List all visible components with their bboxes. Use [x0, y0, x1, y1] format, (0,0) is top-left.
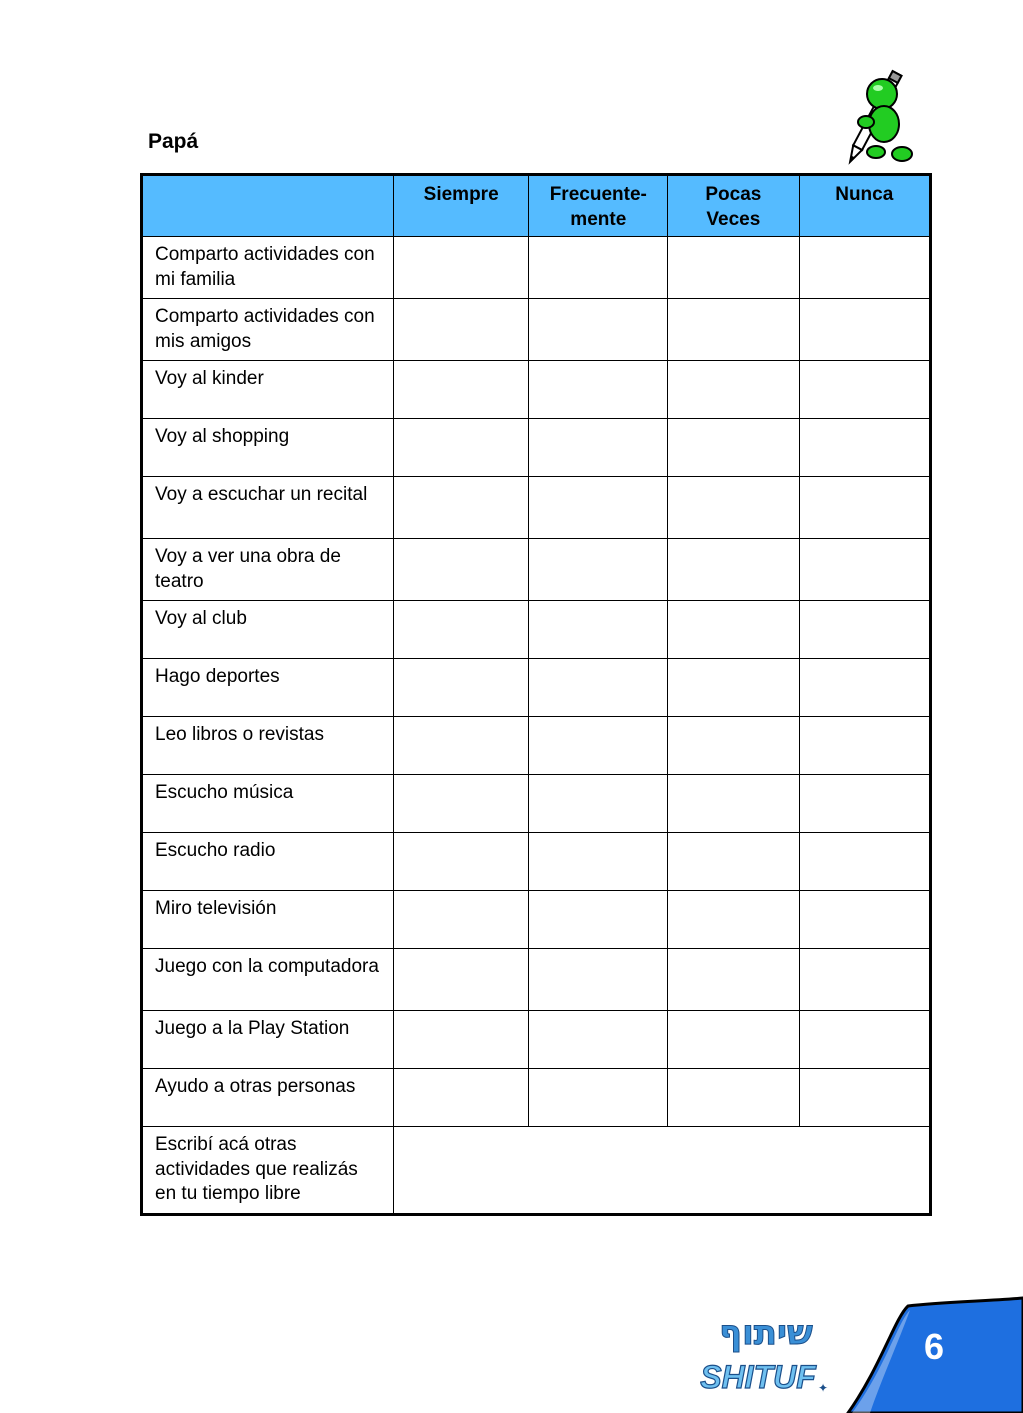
answer-cell-nunca[interactable]: [799, 539, 930, 601]
table-row: [142, 299, 931, 361]
table-row: [142, 717, 931, 775]
answer-cell-siempre[interactable]: [393, 539, 529, 601]
answer-cell-siempre[interactable]: [393, 299, 529, 361]
answer-cell-pocas-veces[interactable]: [668, 539, 799, 601]
logo-latin-text: SHITUF: [700, 1359, 816, 1395]
page-number: 6: [923, 1326, 945, 1367]
answer-cell-siempre[interactable]: [393, 601, 529, 659]
answer-cell-frecuentemente[interactable]: [529, 891, 668, 949]
answer-cell-nunca[interactable]: [799, 601, 930, 659]
answer-cell-siempre[interactable]: [393, 659, 529, 717]
answer-cell-siempre[interactable]: [393, 1011, 529, 1069]
answer-cell-siempre[interactable]: [393, 419, 529, 477]
answer-cell-nunca[interactable]: [799, 1011, 930, 1069]
activity-label: Voy a ver una obra de teatro: [142, 539, 394, 601]
answer-cell-pocas-veces[interactable]: [668, 891, 799, 949]
green-figure-with-pencil-icon: [832, 64, 916, 174]
answer-cell-nunca[interactable]: [799, 717, 930, 775]
free-text-answer-cell[interactable]: [393, 1127, 930, 1215]
table-row: [142, 237, 931, 299]
activity-label: Ayudo a otras personas: [142, 1069, 394, 1127]
activity-frequency-table: [140, 173, 932, 1216]
answer-cell-pocas-veces[interactable]: [668, 601, 799, 659]
answer-cell-pocas-veces[interactable]: [668, 419, 799, 477]
activity-label: Escucho música: [142, 775, 394, 833]
answer-cell-nunca[interactable]: [799, 775, 930, 833]
answer-cell-nunca[interactable]: [799, 949, 930, 1011]
answer-cell-siempre[interactable]: [393, 361, 529, 419]
activity-label: Voy al shopping: [142, 419, 394, 477]
answer-cell-frecuentemente[interactable]: [529, 833, 668, 891]
table-row: [142, 1011, 931, 1069]
answer-cell-pocas-veces[interactable]: [668, 833, 799, 891]
answer-cell-frecuentemente[interactable]: [529, 237, 668, 299]
table-row-free-text: [142, 1127, 931, 1215]
header-row: [142, 175, 931, 237]
header-cell-siempre: Siempre: [393, 175, 529, 237]
table-row: [142, 833, 931, 891]
answer-cell-frecuentemente[interactable]: [529, 361, 668, 419]
answer-cell-siempre[interactable]: [393, 775, 529, 833]
answer-cell-pocas-veces[interactable]: [668, 1011, 799, 1069]
answer-cell-nunca[interactable]: [799, 659, 930, 717]
answer-cell-siempre[interactable]: [393, 1069, 529, 1127]
answer-cell-siempre[interactable]: [393, 949, 529, 1011]
activity-label: Juego con la computadora: [142, 949, 394, 1011]
table-row: [142, 477, 931, 539]
header-cell-nunca: Nunca: [799, 175, 930, 237]
table-row: [142, 775, 931, 833]
answer-cell-nunca[interactable]: [799, 477, 930, 539]
activity-label: Juego a la Play Station: [142, 1011, 394, 1069]
answer-cell-frecuentemente[interactable]: [529, 775, 668, 833]
activity-label: Voy al club: [142, 601, 394, 659]
answer-cell-pocas-veces[interactable]: [668, 361, 799, 419]
answer-cell-frecuentemente[interactable]: [529, 949, 668, 1011]
answer-cell-pocas-veces[interactable]: [668, 237, 799, 299]
answer-cell-nunca[interactable]: [799, 891, 930, 949]
answer-cell-nunca[interactable]: [799, 237, 930, 299]
answer-cell-nunca[interactable]: [799, 419, 930, 477]
answer-cell-pocas-veces[interactable]: [668, 299, 799, 361]
answer-cell-pocas-veces[interactable]: [668, 477, 799, 539]
table-row: [142, 659, 931, 717]
header-cell-pocas-veces: Pocas Veces: [668, 175, 799, 237]
free-text-label: Escribí acá otras actividades que realizás en tu tiempo libre: [142, 1127, 394, 1215]
table-row: [142, 891, 931, 949]
answer-cell-frecuentemente[interactable]: [529, 539, 668, 601]
answer-cell-siempre[interactable]: [393, 717, 529, 775]
table-row: [142, 539, 931, 601]
table-row: [142, 949, 931, 1011]
answer-cell-frecuentemente[interactable]: [529, 477, 668, 539]
answer-cell-pocas-veces[interactable]: [668, 1069, 799, 1127]
header-cell-activity: [142, 175, 394, 237]
answer-cell-pocas-veces[interactable]: [668, 949, 799, 1011]
answer-cell-nunca[interactable]: [799, 361, 930, 419]
answer-cell-frecuentemente[interactable]: [529, 1069, 668, 1127]
activity-label: Voy a escuchar un recital: [142, 477, 394, 539]
answer-cell-siempre[interactable]: [393, 833, 529, 891]
shituf-logo: [700, 1308, 829, 1396]
answer-cell-pocas-veces[interactable]: [668, 775, 799, 833]
answer-cell-frecuentemente[interactable]: [529, 299, 668, 361]
table-row: [142, 361, 931, 419]
activity-label: Comparto actividades con mis amigos: [142, 299, 394, 361]
logo-hebrew-text: שיתוף: [719, 1313, 813, 1353]
answer-cell-siempre[interactable]: [393, 891, 529, 949]
answer-cell-nunca[interactable]: [799, 833, 930, 891]
answer-cell-frecuentemente[interactable]: [529, 601, 668, 659]
header-cell-frecuentemente: Frecuente- mente: [529, 175, 668, 237]
answer-cell-pocas-veces[interactable]: [668, 717, 799, 775]
page-title: Papá: [148, 130, 199, 153]
logo-star-icon: ✦: [818, 1381, 829, 1395]
table-row: [142, 601, 931, 659]
answer-cell-frecuentemente[interactable]: [529, 717, 668, 775]
activity-label: Escucho radio: [142, 833, 394, 891]
answer-cell-siempre[interactable]: [393, 477, 529, 539]
answer-cell-frecuentemente[interactable]: [529, 1011, 668, 1069]
table-row: [142, 419, 931, 477]
answer-cell-pocas-veces[interactable]: [668, 659, 799, 717]
table-row: [142, 1069, 931, 1127]
activity-label: Hago deportes: [142, 659, 394, 717]
answer-cell-frecuentemente[interactable]: [529, 659, 668, 717]
activity-label: Miro televisión: [142, 891, 394, 949]
answer-cell-nunca[interactable]: [799, 1069, 930, 1127]
activity-label: Comparto actividades con mi familia: [142, 237, 394, 299]
answer-cell-nunca[interactable]: [799, 299, 930, 361]
answer-cell-siempre[interactable]: [393, 237, 529, 299]
activity-label: Voy al kinder: [142, 361, 394, 419]
activity-label: Leo libros o revistas: [142, 717, 394, 775]
answer-cell-frecuentemente[interactable]: [529, 419, 668, 477]
